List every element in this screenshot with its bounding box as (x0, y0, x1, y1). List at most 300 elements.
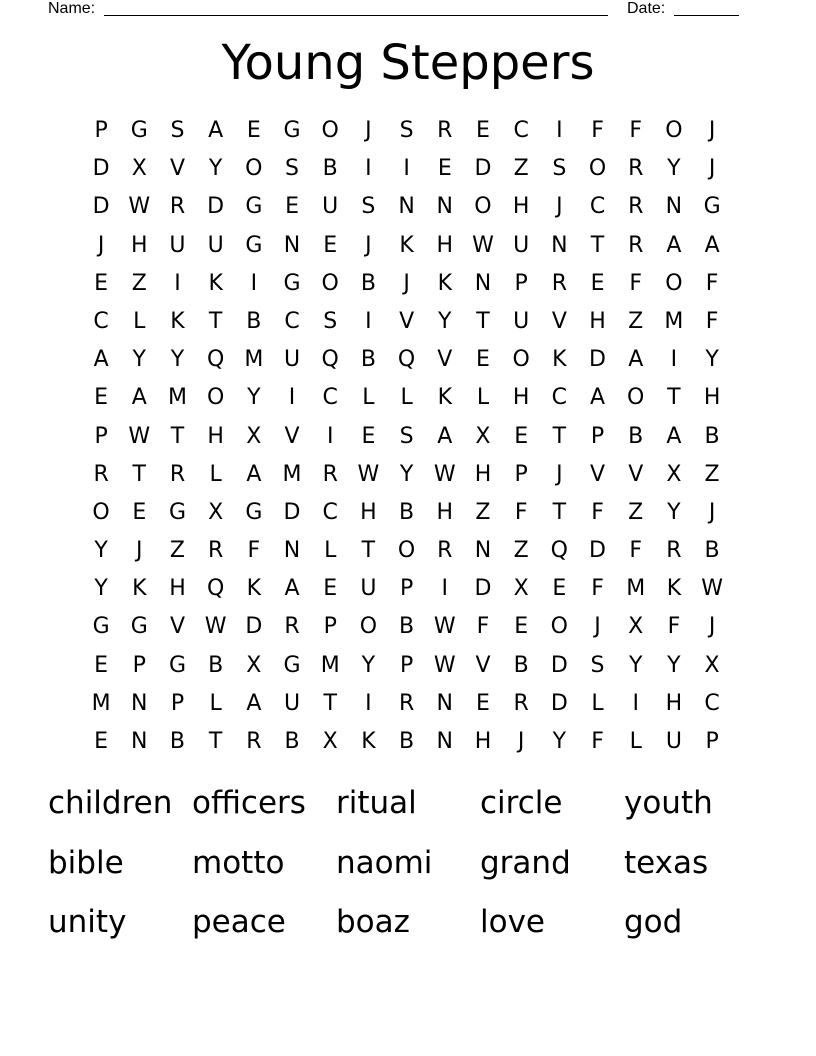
grid-letter: Q (206, 576, 225, 602)
word-list-item: bible (48, 844, 124, 881)
grid-letter: O (359, 614, 378, 640)
grid-letter: U (513, 232, 530, 258)
grid-letter: N (131, 729, 148, 754)
grid-letter: K (132, 576, 147, 602)
word-list-item: children (48, 785, 173, 821)
grid-letter: R (169, 194, 186, 220)
grid-letter: T (667, 385, 681, 411)
grid-letter: T (476, 308, 490, 334)
word-list-item: grand (480, 844, 571, 881)
grid-letter: Q (550, 538, 568, 564)
word-list-item: texas (624, 844, 709, 881)
grid-letter: Y (438, 308, 452, 334)
grid-letter: Y (552, 729, 567, 754)
grid-letter: U (283, 347, 301, 373)
date-label: Date: (627, 0, 666, 17)
grid-letter: P (514, 461, 528, 487)
grid-letter: Y (208, 156, 223, 182)
grid-letter: I (365, 156, 372, 182)
grid-letter: E (514, 423, 529, 449)
grid-letter: Q (321, 347, 339, 373)
grid-letter: Z (628, 499, 644, 525)
grid-letter: B (169, 729, 186, 754)
grid-letter: J (594, 614, 601, 640)
grid-letter: D (92, 156, 110, 182)
grid-letter: W (357, 461, 380, 487)
word-list-item: boaz (336, 904, 410, 940)
grid-letter: J (365, 232, 372, 258)
grid-letter: G (245, 232, 263, 258)
grid-letter: R (93, 461, 109, 487)
grid-letter: F (591, 576, 604, 602)
word-list-item: ritual (336, 785, 417, 821)
grid-letter: I (403, 156, 410, 182)
grid-letter: M (664, 308, 684, 334)
grid-letter: N (665, 194, 683, 220)
grid-letter: G (168, 652, 186, 678)
grid-letter: T (590, 232, 605, 258)
grid-letter: K (552, 347, 567, 373)
grid-letter: Y (667, 156, 681, 182)
grid-letter: J (365, 118, 372, 143)
grid-letter: A (246, 690, 262, 716)
grid-letter: K (666, 576, 682, 602)
grid-letter: B (399, 729, 415, 754)
grid-letter: L (362, 385, 375, 411)
grid-letter: J (403, 270, 410, 296)
grid-letter: Z (131, 270, 147, 296)
grid-letter: G (703, 194, 721, 220)
grid-letter: R (284, 614, 300, 640)
grid-letter: K (437, 270, 452, 296)
grid-letter: X (208, 499, 224, 525)
grid-letter: L (591, 690, 604, 716)
grid-letter: K (361, 729, 376, 754)
grid-letter: P (399, 652, 414, 678)
grid-letter: J (708, 614, 716, 640)
grid-letter: E (476, 690, 490, 716)
grid-letter: D (92, 194, 110, 220)
grid-letter: G (130, 614, 148, 640)
grid-letter: D (589, 538, 606, 564)
grid-letter: W (433, 614, 456, 640)
word-list-item: unity (48, 904, 127, 940)
grid-letter: E (94, 652, 109, 678)
grid-letter: F (629, 538, 643, 564)
word-list-item: love (480, 904, 545, 940)
grid-letter: T (208, 308, 223, 334)
grid-letter: Z (513, 538, 529, 564)
grid-letter: L (324, 538, 337, 564)
grid-letter: R (666, 538, 682, 564)
grid-letter: H (360, 499, 377, 525)
grid-letter: I (670, 347, 678, 373)
grid-letter: F (705, 308, 719, 334)
grid-letter: S (285, 156, 300, 182)
grid-letter: H (169, 576, 186, 602)
grid-letter: C (513, 118, 529, 143)
grid-letter: O (321, 270, 339, 296)
grid-letter: D (550, 690, 568, 716)
grid-letter: Q (397, 347, 416, 373)
grid-letter: X (666, 461, 682, 487)
grid-letter: S (590, 652, 605, 678)
grid-letter: A (284, 576, 300, 602)
grid-letter: I (632, 690, 639, 716)
grid-letter: G (130, 118, 148, 143)
grid-letter: Z (704, 461, 720, 487)
grid-letter: O (92, 499, 110, 525)
grid-letter: D (589, 347, 606, 373)
grid-letter: A (666, 232, 682, 258)
grid-letter: N (436, 729, 454, 754)
grid-letter: O (321, 118, 339, 143)
worksheet-header (48, 0, 748, 20)
grid-letter: T (323, 690, 337, 716)
grid-letter: U (169, 232, 186, 258)
grid-letter: A (131, 385, 147, 411)
word-list-item: god (624, 904, 683, 940)
word-list-item: officers (192, 785, 306, 821)
grid-letter: K (170, 308, 185, 334)
grid-letter: Y (361, 652, 376, 678)
grid-letter: D (474, 576, 492, 602)
grid-letter: D (283, 499, 301, 525)
word-list (48, 781, 768, 960)
grid-letter: D (550, 652, 568, 678)
grid-letter: F (514, 499, 528, 525)
grid-letter: I (556, 118, 563, 143)
grid-letter: O (245, 156, 263, 182)
grid-letter: Q (206, 347, 225, 373)
grid-letter: J (708, 118, 716, 143)
grid-letter: H (589, 308, 606, 334)
grid-letter: G (283, 652, 301, 678)
grid-letter: C (322, 385, 338, 411)
grid-letter: H (512, 385, 530, 411)
grid-letter: F (667, 614, 681, 640)
grid-letter: K (246, 576, 262, 602)
grid-letter: O (550, 614, 568, 640)
grid-letter: F (591, 729, 604, 754)
date-blank-line (674, 15, 739, 16)
grid-letter: E (476, 347, 490, 373)
grid-letter: V (628, 461, 644, 487)
grid-letter: F (247, 538, 261, 564)
grid-letter: T (132, 461, 146, 487)
grid-letter: S (323, 308, 338, 334)
grid-letter: A (437, 423, 453, 449)
grid-letter: T (208, 729, 223, 754)
grid-letter: E (132, 499, 147, 525)
grid-letter: W (701, 576, 723, 602)
grid-letter: R (437, 118, 453, 143)
grid-letter: G (283, 270, 301, 296)
grid-letter: J (556, 461, 563, 487)
grid-letter: J (517, 729, 525, 754)
grid-letter: X (322, 729, 338, 754)
grid-letter: Z (169, 538, 185, 564)
grid-letter: T (552, 499, 567, 525)
grid-letter: R (437, 538, 453, 564)
grid-letter: G (92, 614, 110, 640)
grid-letter: J (556, 194, 563, 220)
grid-letter: J (97, 232, 105, 258)
grid-letter: J (708, 499, 716, 525)
grid-letter: B (513, 652, 529, 678)
grid-letter: N (474, 538, 492, 564)
grid-letter: D (474, 156, 492, 182)
grid-letter: M (626, 576, 646, 602)
grid-letter: K (208, 270, 223, 296)
grid-letter: A (208, 118, 224, 143)
grid-letter: U (207, 232, 224, 258)
grid-letter: E (94, 385, 109, 411)
grid-letter: S (399, 423, 414, 449)
grid-letter: Z (628, 308, 644, 334)
grid-letter: N (474, 270, 492, 296)
grid-letter: L (629, 729, 642, 754)
grid-letter: V (169, 614, 185, 640)
grid-letter: P (323, 614, 337, 640)
grid-letter: Y (132, 347, 146, 373)
word-list-item: peace (192, 904, 286, 940)
grid-letter: Z (475, 499, 491, 525)
grid-letter: Z (513, 156, 529, 182)
grid-letter: B (208, 652, 224, 678)
grid-letter: F (629, 118, 643, 143)
grid-letter: Y (628, 652, 643, 678)
grid-letter: X (704, 652, 720, 678)
grid-letter: R (169, 461, 186, 487)
grid-letter: J (136, 538, 143, 564)
grid-letter: B (284, 729, 300, 754)
grid-letter: E (94, 729, 109, 754)
grid-letter: B (704, 423, 720, 449)
grid-letter: I (288, 385, 296, 411)
grid-letter: M (167, 385, 187, 411)
name-blank-line (104, 15, 608, 16)
grid-letter: W (128, 194, 151, 220)
grid-letter: F (705, 270, 719, 296)
grid-letter: V (551, 308, 567, 334)
grid-letter: M (91, 690, 111, 716)
grid-letter: M (244, 347, 264, 373)
grid-letter: T (170, 423, 185, 449)
grid-letter: O (627, 385, 645, 411)
grid-letter: A (666, 423, 682, 449)
grid-letter: U (665, 729, 682, 754)
grid-letter: W (472, 232, 494, 258)
grid-letter: B (399, 614, 415, 640)
grid-letter: P (170, 690, 185, 716)
letter-grid (82, 112, 731, 761)
grid-letter: L (400, 385, 413, 411)
grid-letter: B (246, 308, 262, 334)
grid-letter: D (207, 194, 225, 220)
word-list-item: circle (480, 785, 563, 821)
grid-letter: C (322, 499, 338, 525)
grid-letter: C (704, 690, 720, 716)
grid-letter: I (365, 308, 372, 334)
grid-letter: T (552, 423, 567, 449)
grid-letter: B (322, 156, 338, 182)
grid-letter: K (399, 232, 414, 258)
grid-letter: O (512, 347, 530, 373)
grid-letter: P (132, 652, 146, 678)
grid-letter: O (206, 385, 225, 411)
page-title: Young Steppers (221, 35, 595, 91)
grid-letter: U (322, 194, 339, 220)
grid-letter: C (284, 308, 300, 334)
grid-letter: P (399, 576, 414, 602)
grid-letter: P (94, 118, 108, 143)
grid-letter: E (590, 270, 605, 296)
grid-letter: E (361, 423, 376, 449)
grid-letter: O (474, 194, 492, 220)
grid-letter: B (360, 347, 376, 373)
grid-letter: B (360, 270, 376, 296)
grid-letter: R (246, 729, 262, 754)
grid-letter: E (94, 270, 109, 296)
grid-letter: T (361, 538, 376, 564)
grid-letter: G (283, 118, 301, 143)
grid-letter: I (326, 423, 334, 449)
grid-letter: V (399, 308, 415, 334)
word-list-item: motto (192, 844, 285, 881)
grid-letter: V (437, 347, 453, 373)
grid-letter: N (551, 232, 568, 258)
grid-letter: O (665, 118, 683, 143)
grid-letter: H (703, 385, 721, 411)
grid-letter: V (590, 461, 606, 487)
grid-letter: H (436, 499, 454, 525)
grid-letter: R (628, 156, 644, 182)
grid-letter: U (513, 308, 530, 334)
grid-letter: Y (94, 538, 108, 564)
grid-letter: G (168, 499, 186, 525)
grid-letter: W (433, 461, 456, 487)
grid-letter: C (551, 385, 568, 411)
grid-letter: R (513, 690, 529, 716)
grid-letter: N (283, 538, 301, 564)
grid-letter: E (514, 614, 529, 640)
grid-letter: F (591, 499, 604, 525)
grid-letter: H (512, 194, 530, 220)
grid-letter: O (588, 156, 607, 182)
grid-letter: P (705, 729, 719, 754)
grid-letter: D (245, 614, 263, 640)
grid-letter: V (169, 156, 185, 182)
grid-letter: R (322, 461, 338, 487)
grid-letter: N (436, 690, 454, 716)
grid-letter: W (204, 614, 227, 640)
word-list-item: naomi (336, 844, 433, 881)
grid-letter: A (704, 232, 720, 258)
grid-letter: N (398, 194, 415, 220)
grid-letter: C (589, 194, 606, 220)
grid-letter: B (704, 538, 720, 564)
grid-letter: R (628, 194, 644, 220)
grid-letter: I (441, 576, 449, 602)
grid-letter: A (628, 347, 644, 373)
grid-letter: A (590, 385, 606, 411)
grid-letter: L (133, 308, 146, 334)
grid-letter: R (208, 538, 224, 564)
grid-letter: Y (399, 461, 414, 487)
grid-letter: H (474, 729, 492, 754)
grid-letter: H (474, 461, 492, 487)
grid-letter: M (282, 461, 302, 487)
grid-letter: Y (170, 347, 185, 373)
grid-letter: R (628, 232, 644, 258)
grid-letter: M (320, 652, 340, 678)
grid-letter: R (551, 270, 567, 296)
grid-letter: X (131, 156, 147, 182)
grid-letter: Y (94, 576, 108, 602)
grid-letter: W (433, 652, 456, 678)
word-list-item: youth (624, 785, 713, 821)
grid-letter: P (514, 270, 528, 296)
grid-letter: S (552, 156, 567, 182)
grid-letter: F (476, 614, 490, 640)
grid-letter: G (245, 499, 263, 525)
grid-letter: X (475, 423, 491, 449)
grid-letter: S (170, 118, 185, 143)
grid-letter: R (398, 690, 415, 716)
grid-letter: N (436, 194, 454, 220)
grid-letter: U (360, 576, 377, 602)
grid-letter: F (591, 118, 604, 143)
grid-letter: N (283, 232, 301, 258)
grid-letter: X (628, 614, 644, 640)
grid-letter: O (397, 538, 416, 564)
grid-letter: I (250, 270, 258, 296)
grid-letter: L (476, 385, 490, 411)
grid-letter: V (284, 423, 300, 449)
grid-letter: F (629, 270, 643, 296)
grid-letter: X (513, 576, 529, 602)
grid-letter: E (323, 576, 338, 602)
grid-letter: L (209, 690, 222, 716)
grid-letter: L (209, 461, 222, 487)
grid-letter: H (665, 690, 683, 716)
grid-letter: I (365, 690, 372, 716)
grid-letter: W (128, 423, 151, 449)
grid-letter: A (246, 461, 262, 487)
grid-letter: N (131, 690, 148, 716)
grid-letter: E (437, 156, 452, 182)
grid-letter: P (94, 423, 108, 449)
name-label: Name: (48, 0, 96, 17)
grid-letter: J (708, 156, 716, 182)
grid-letter: H (207, 423, 224, 449)
grid-letter: C (93, 308, 109, 334)
grid-letter: E (552, 576, 567, 602)
grid-letter: B (628, 423, 644, 449)
grid-letter: P (590, 423, 605, 449)
grid-letter: Y (705, 347, 719, 373)
grid-letter: S (399, 118, 414, 143)
grid-letter: B (399, 499, 415, 525)
grid-letter: E (285, 194, 299, 220)
grid-letter: Y (667, 652, 681, 678)
grid-letter: K (437, 385, 452, 411)
grid-letter: X (246, 652, 262, 678)
grid-letter: X (246, 423, 262, 449)
grid-letter: U (283, 690, 301, 716)
grid-letter: I (174, 270, 181, 296)
